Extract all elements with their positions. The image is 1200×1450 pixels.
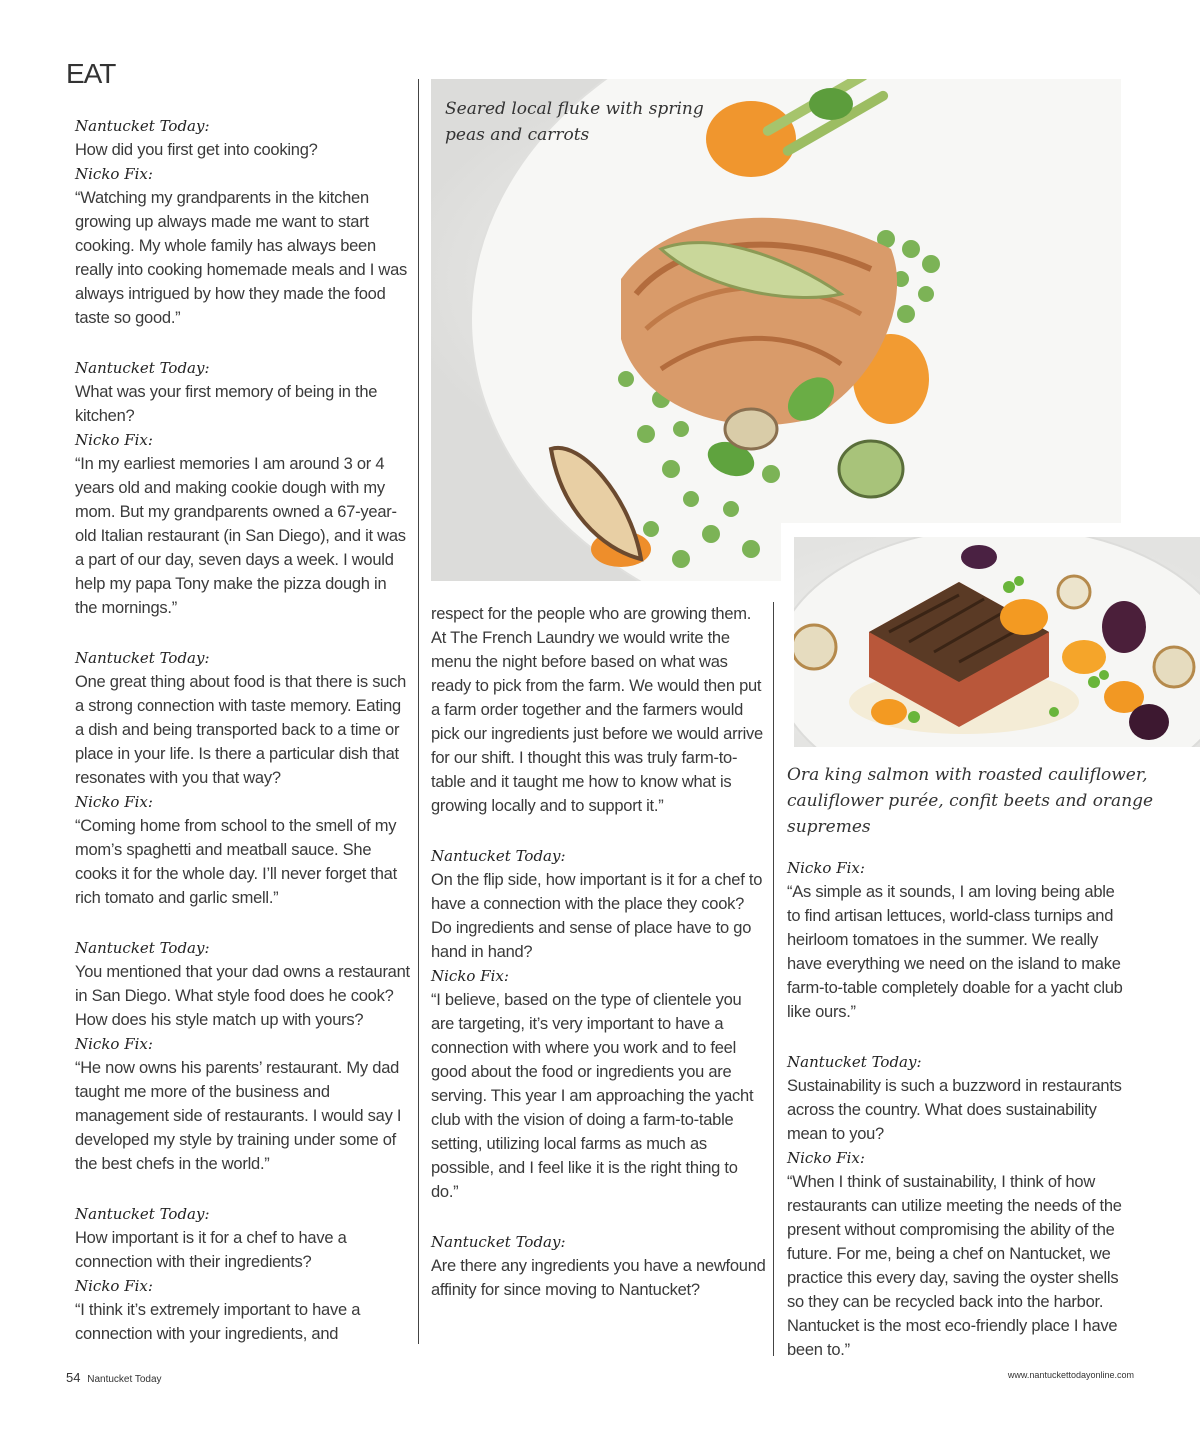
- answer-text: “Coming home from school to the smell of my mom’s spaghetti and meatball sauce. She cooks it for the whole day. I’ll never forget that rich tomato and garlic smell.”: [75, 817, 397, 907]
- qa-block: [787, 1050, 1127, 1362]
- column-divider-right: [773, 602, 774, 1356]
- question-text: Sustainability is such a buzzword in restaurants across the country. What does sustainability mean to you?: [787, 1077, 1122, 1143]
- column-1: [75, 114, 410, 1372]
- interviewee-label: Nicko Fix:: [787, 1149, 865, 1167]
- answer-text: “In my earliest memories I am around 3 or 4 years old and making cookie dough with my mom. But my grandparents owned a 67-year-old Italian restaurant (in San Diego), and it was a part of our day, seven days a week. I would help my papa Tony make the pizza dough in the mornings.”: [75, 455, 406, 617]
- question-text: One great thing about food is that there is such a strong connection with taste memory. Eating a dish and being transported back to a time or place in your life. Is there a particular dish that resonates with you that way?: [75, 673, 407, 787]
- interviewer-label: Nantucket Today:: [75, 1205, 210, 1223]
- question-text: What was your first memory of being in the kitchen?: [75, 383, 378, 425]
- question-text: How did you first get into cooking?: [75, 141, 318, 159]
- interviewee-label: Nicko Fix:: [787, 859, 865, 877]
- interviewee-label: Nicko Fix:: [75, 1277, 153, 1295]
- answer-text: “Watching my grandparents in the kitchen growing up always made me want to start cooking. My whole family has always been really into cooking homemade meals and I was always intrigued by how they made the food taste so good.”: [75, 189, 408, 327]
- answer-text: “I believe, based on the type of clientele you are targeting, it’s very important to have a connection with where you work and to feel good about the food or ingredients you are serving. This year I am approaching the yacht club with the vision of doing a farm-to-table setting, utilizing local farms as much as possible, and I feel like it is the right thing to do.”: [431, 991, 754, 1201]
- fluke-dish-photo: [431, 79, 1121, 581]
- interviewee-label: Nicko Fix:: [431, 967, 509, 985]
- interviewee-label: Nicko Fix:: [75, 1035, 153, 1053]
- qa-block: [75, 356, 410, 620]
- interviewer-label: Nantucket Today:: [75, 649, 210, 667]
- question-text: Are there any ingredients you have a newfound affinity for since moving to Nantucket?: [431, 1257, 766, 1299]
- section-tag: EAT: [66, 58, 116, 89]
- qa-block: [431, 1230, 767, 1302]
- interviewer-label: Nantucket Today:: [75, 939, 210, 957]
- interviewer-label: Nantucket Today:: [75, 117, 210, 135]
- qa-block: [787, 856, 1127, 1024]
- main-photo-caption: Seared local fluke with spring peas and carrots: [445, 99, 704, 145]
- interviewer-label: Nantucket Today:: [431, 847, 566, 865]
- column-divider-left: [418, 79, 419, 1344]
- inset-photo-caption: Ora king salmon with roasted cauliflower, cauliflower purée, confit beets and orange supremes: [787, 765, 1154, 837]
- qa-block: [431, 844, 767, 1204]
- column-3: [787, 856, 1127, 1388]
- answer-text: respect for the people who are growing them. At The French Laundry we would write the menu the night before based on what was ready to pick from the farm. We would then put a farm order together and the farmers would pick our ingredients just before we would arrive for our shift. I thought this was truly farm-to-table and it taught me how to know what is growing locally and to support it.”: [431, 605, 763, 815]
- answer-text: “As simple as it sounds, I am loving being able to find artisan lettuces, world-class turnips and heirloom tomatoes in the summer. We really have everything we need on the island to make farm-to-table completely doable for a yacht club like ours.”: [787, 883, 1123, 1021]
- salmon-dish-image: [794, 537, 1200, 747]
- column-2: [431, 602, 767, 1328]
- answer-text: “I think it’s extremely important to have a connection with your ingredients, and: [75, 1301, 361, 1343]
- qa-block: [75, 646, 410, 910]
- interviewee-label: Nicko Fix:: [75, 165, 153, 183]
- salmon-dish-illustration: [794, 537, 1200, 747]
- interviewer-label: Nantucket Today:: [787, 1053, 922, 1071]
- question-text: You mentioned that your dad owns a restaurant in San Diego. What style food does he cook? How does his style match up with yours?: [75, 963, 410, 1029]
- question-text: How important is it for a chef to have a connection with their ingredients?: [75, 1229, 347, 1271]
- website-url: www.nantuckettodayonline.com: [1007, 1370, 1134, 1380]
- qa-block: [75, 1202, 410, 1346]
- page-footer-left: [66, 1370, 162, 1385]
- fluke-dish-illustration: [431, 79, 1121, 581]
- page-number: 54: [66, 1370, 81, 1385]
- answer-continuation: [431, 602, 767, 818]
- magazine-name: Nantucket Today: [87, 1374, 162, 1385]
- question-text: On the flip side, how important is it for a chef to have a connection with the place they cook? Do ingredients and sense of place have to go hand in hand?: [431, 871, 763, 961]
- interviewee-label: Nicko Fix:: [75, 793, 153, 811]
- interviewee-label: Nicko Fix:: [75, 431, 153, 449]
- qa-block: [75, 936, 410, 1176]
- answer-text: “He now owns his parents’ restaurant. My dad taught me more of the business and management side of restaurants. I would say I developed my style by training under some of the best chefs in the world.”: [75, 1059, 402, 1173]
- interviewer-label: Nantucket Today:: [75, 359, 210, 377]
- qa-block: [75, 114, 410, 330]
- salmon-dish-photo: [781, 523, 1200, 760]
- interviewer-label: Nantucket Today:: [431, 1233, 566, 1251]
- answer-text: “When I think of sustainability, I think of how restaurants can utilize meeting the needs of the present without compromising the ability of the future. For me, being a chef on Nantucket, we practice this every day, saving the oyster shells so they can be recycled back into the harbor. Nantucket is the most eco-friendly place I have been to.”: [787, 1173, 1122, 1359]
